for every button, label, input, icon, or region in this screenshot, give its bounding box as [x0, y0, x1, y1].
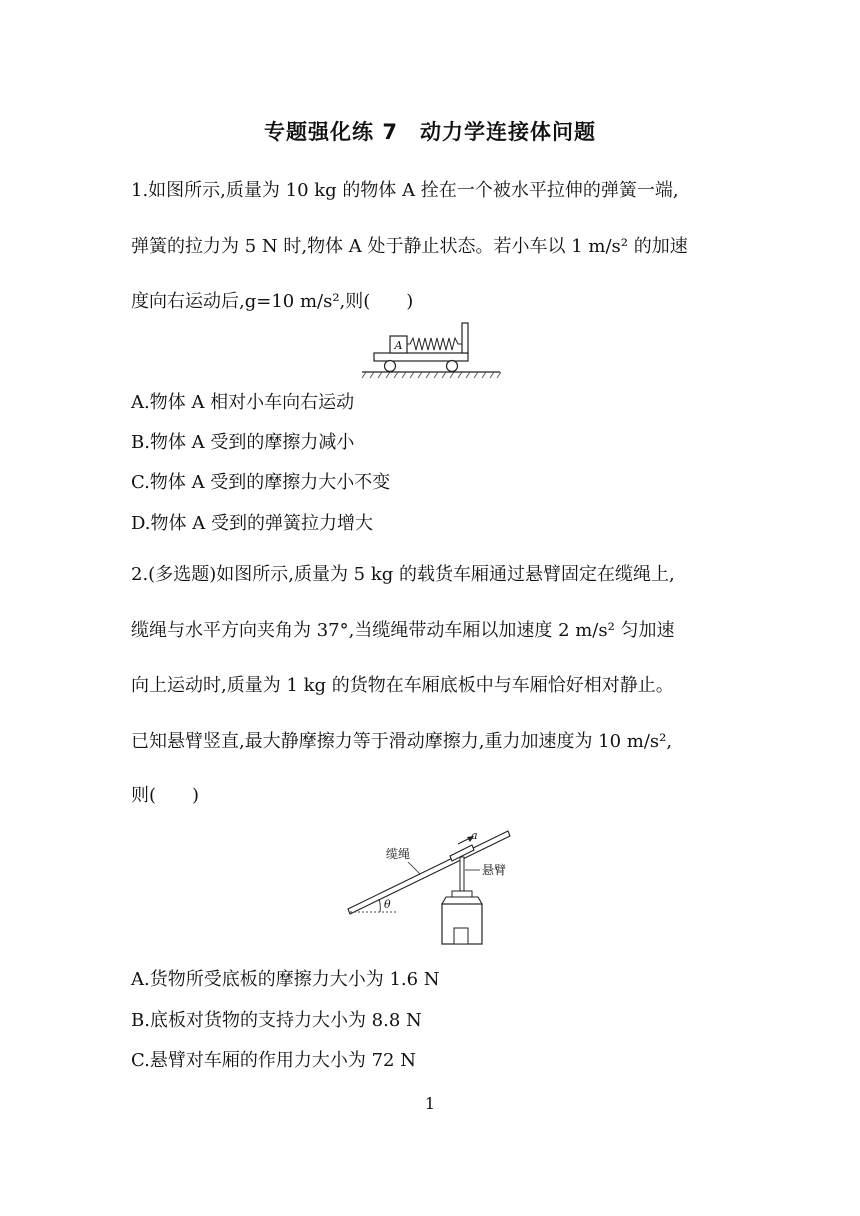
q1-option-c: C.物体 A 受到的摩擦力大小不变 — [131, 472, 391, 493]
accel-label: a — [471, 829, 478, 842]
q2-option-a: A.货物所受底板的摩擦力大小为 1.6 N — [131, 969, 440, 990]
car-roof — [442, 897, 482, 904]
block-a-label: A — [394, 339, 403, 352]
q2-text-line-5: 则( ) — [131, 785, 200, 806]
cart-wheel-left — [385, 361, 396, 372]
q2-cable-car-figure — [346, 826, 516, 948]
cart-end-post — [462, 323, 468, 353]
page-number: 1 — [424, 1094, 436, 1113]
cable-label-pointer — [408, 862, 420, 874]
suspension-arm — [460, 857, 464, 891]
q1-cart-spring-figure — [360, 320, 502, 380]
cable-label: 缆绳 — [386, 847, 411, 861]
page-title: 专题强化练 7 动力学连接体问题 — [264, 120, 596, 144]
q2-text-line-1: 2.(多选题)如图所示,质量为 5 kg 的载货车厢通过悬臂固定在缆绳上, — [131, 564, 675, 585]
q2-text-line-4: 已知悬臂竖直,最大静摩擦力等于滑动摩擦力,重力加速度为 10 m/s², — [131, 731, 673, 752]
q2-text-line-3: 向上运动时,质量为 1 kg 的货物在车厢底板中与车厢恰好相对静止。 — [131, 675, 674, 696]
spring — [407, 338, 462, 350]
cargo-box — [454, 928, 468, 944]
ground-hatching — [362, 372, 501, 378]
q1-option-a: A.物体 A 相对小车向右运动 — [131, 392, 355, 413]
angle-arc — [379, 899, 380, 912]
q1-text-line-2: 弹簧的拉力为 5 N 时,物体 A 处于静止状态。若小车以 1 m/s² 的加速 — [131, 236, 688, 257]
q2-option-b: B.底板对货物的支持力大小为 8.8 N — [131, 1010, 422, 1031]
q1-option-b: B.物体 A 受到的摩擦力减小 — [131, 432, 355, 453]
q1-text-line-3: 度向右运动后,g=10 m/s²,则( ) — [131, 291, 414, 312]
angle-label: θ — [384, 898, 391, 911]
arm-label: 悬臂 — [482, 863, 507, 877]
cart-body — [374, 353, 468, 361]
cart-wheel-right — [447, 361, 458, 372]
arm-connector — [452, 891, 472, 897]
q1-option-d: D.物体 A 受到的弹簧拉力增大 — [131, 513, 373, 534]
q1-text-line-1: 1.如图所示,质量为 10 kg 的物体 A 拴在一个被水平拉伸的弹簧一端, — [131, 180, 679, 201]
q2-text-line-2: 缆绳与水平方向夹角为 37°,当缆绳带动车厢以加速度 2 m/s² 匀加速 — [131, 620, 675, 641]
q2-option-c: C.悬臂对车厢的作用力大小为 72 N — [131, 1050, 416, 1071]
